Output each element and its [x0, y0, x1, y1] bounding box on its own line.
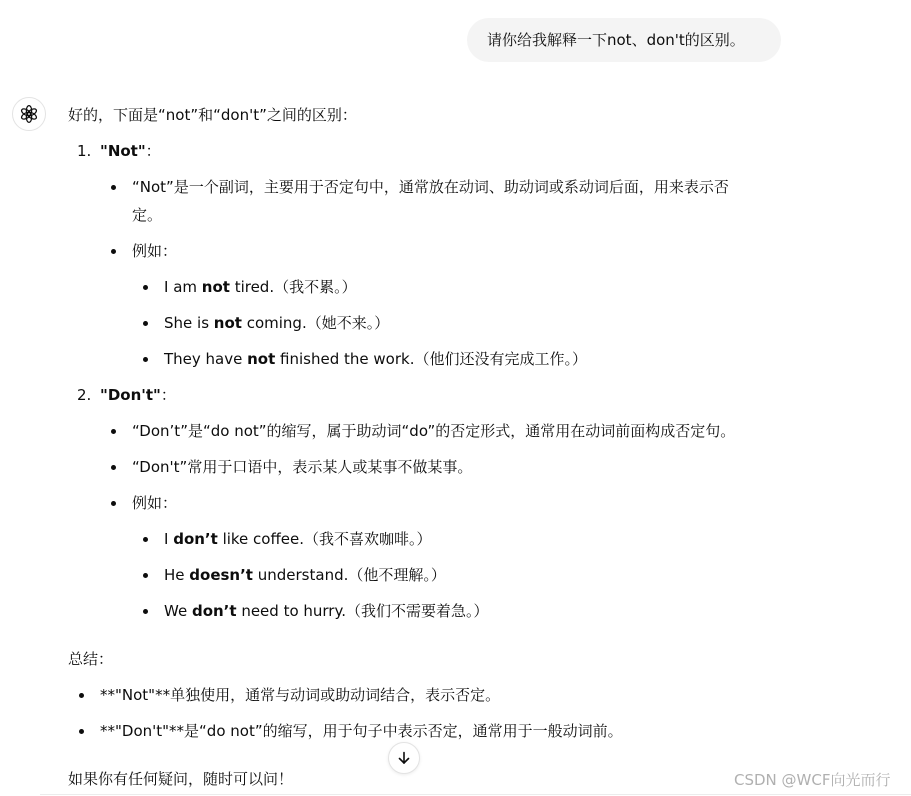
assistant-avatar — [12, 97, 46, 131]
bullet — [79, 729, 84, 734]
section1-point1-line2: 定。 — [132, 206, 163, 224]
section2-examples-label: 例如： — [132, 494, 178, 512]
section1-point1-line1: “Not”是一个副词，主要用于否定句中，通常放在动词、助动词或系动词后面，用来表示否 — [132, 178, 729, 196]
openai-logo-icon — [19, 104, 39, 124]
bullet — [143, 321, 148, 326]
user-message-bubble — [467, 18, 781, 62]
bullet — [143, 285, 148, 290]
bullet — [79, 693, 84, 698]
bullet — [111, 429, 116, 434]
section1-examples-label: 例如： — [132, 242, 178, 260]
section1-example3: They have not finished the work.（他们还没有完成工作。） — [164, 350, 587, 368]
section2-example2: He doesn’t understand.（他不理解。） — [164, 566, 446, 584]
summary-point1: **"Not"**单独使用，通常与动词或助动词结合，表示否定。 — [100, 686, 501, 704]
bullet — [111, 465, 116, 470]
bullet — [111, 501, 116, 506]
response-intro: 好的，下面是“not”和“don't”之间的区别： — [68, 106, 357, 124]
section1-heading-suffix: ： — [145, 142, 161, 160]
bottom-divider — [40, 794, 911, 795]
bullet — [143, 537, 148, 542]
section1-heading-line — [100, 140, 161, 162]
bullet — [143, 573, 148, 578]
bullet — [143, 357, 148, 362]
bullet — [143, 609, 148, 614]
scroll-to-bottom-button[interactable] — [388, 742, 420, 774]
section2-number: 2. — [77, 386, 92, 404]
bullet — [111, 249, 116, 254]
section2-point1: “Don’t”是“do not”的缩写，属于助动词“do”的否定形式，通常用在动词前面构成否定句。 — [132, 422, 736, 440]
section2-heading-suffix: ： — [160, 386, 176, 404]
section1-heading: "Not" — [100, 142, 146, 160]
section2-example1: I don’t like coffee.（我不喜欢咖啡。） — [164, 530, 432, 548]
summary-label: 总结： — [68, 650, 114, 668]
arrow-down-icon — [396, 750, 412, 766]
section1-example2: She is not coming.（她不来。） — [164, 314, 390, 332]
section2-heading: "Don't" — [100, 386, 161, 404]
section2-point2: “Don't”常用于口语中，表示某人或某事不做某事。 — [132, 458, 473, 476]
section1-example1: I am not tired.（我不累。） — [164, 278, 357, 296]
bullet — [111, 185, 116, 190]
closing-text: 如果你有任何疑问，随时可以问！ — [68, 770, 294, 788]
section2-heading-line — [100, 384, 176, 406]
section2-example3: We don’t need to hurry.（我们不需要着急。） — [164, 602, 489, 620]
watermark: CSDN @WCF向光而行 — [734, 771, 891, 789]
section1-number: 1. — [77, 142, 92, 160]
user-message-text: 请你给我解释一下not、don't的区别。 — [487, 31, 745, 49]
summary-point2: **"Don't"**是“do not”的缩写，用于句子中表示否定，通常用于一般动词前。 — [100, 722, 623, 740]
